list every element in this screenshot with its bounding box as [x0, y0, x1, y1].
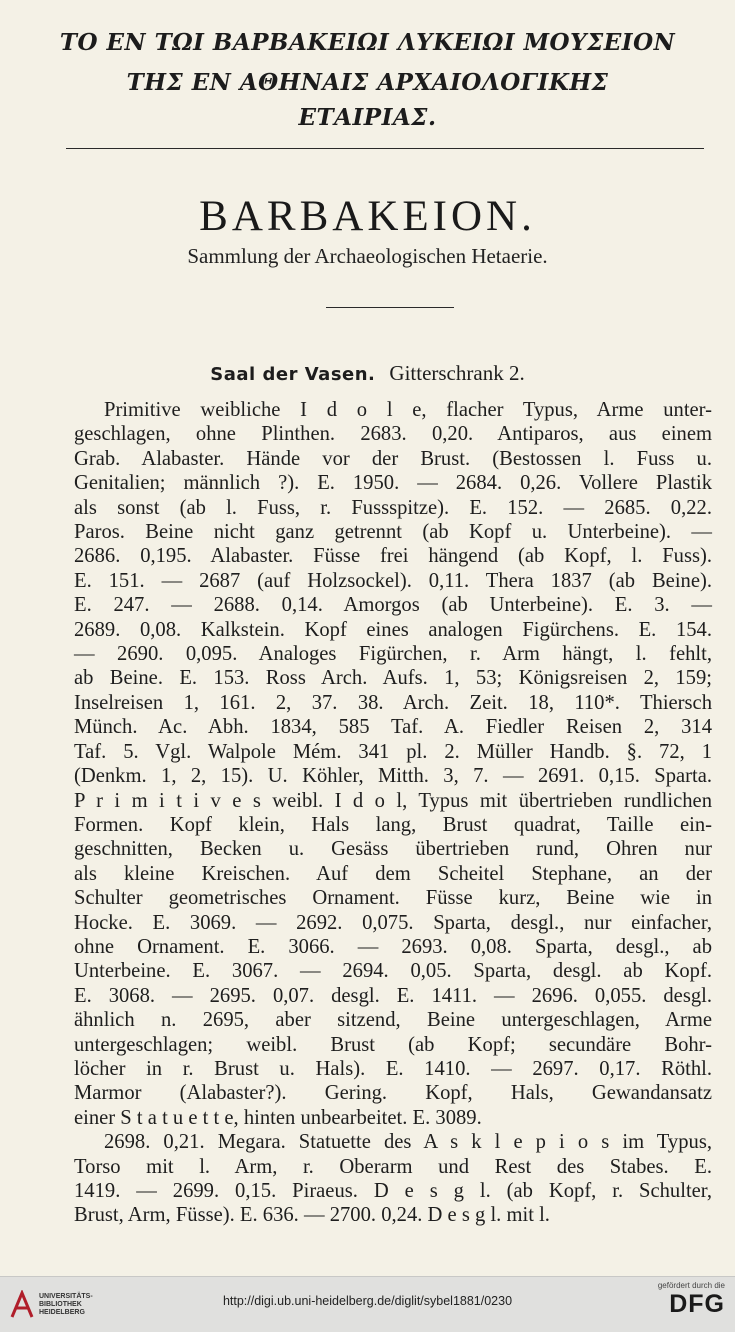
text-line: Schulter geometrisches Ornament. Füsse kurz, Beine wie in [74, 887, 712, 910]
text-line: Brust, Arm, Füsse). E. 636. — 2700. 0,24. D e s g l. mit l. [74, 1204, 550, 1227]
section-heading [0, 361, 735, 386]
greek-heading-line-1: ΤΟ ΕΝ ΤΩΙ ΒΑΡΒΑΚΕΙΩΙ ΛΥΚΕΙΩΙ ΜΟΥΣΕΙΟΝ [59, 29, 676, 56]
library-name-line-2: BIBLIOTHEK [39, 1301, 82, 1308]
text-line: Formen. Kopf klein, Hals lang, Brust quadrat, Taille ein- [74, 813, 712, 836]
text-line: ohne Ornament. E. 3066. — 2693. 0,08. Sparta, desgl., ab [74, 935, 712, 958]
catalogue-text [74, 398, 712, 1228]
text-line: E. 247. — 2688. 0,14. Amorgos (ab Unterbeine). E. 3. — [74, 594, 712, 617]
text-line: geschnitten, Becken u. Gesäss übertrieben rund, Ohren nur [74, 838, 712, 861]
text-line: einer S t a t u e t t e, hinten unbearbeitet. E. 3089. [74, 1106, 482, 1129]
text-line: 2686. 0,195. Alabaster. Füsse frei hängend (ab Kopf, l. Fuss). [74, 545, 712, 568]
text-line: Inselreisen 1, 161. 2, 37. 38. Arch. Zeit. 18, 110*. Thiersch [74, 691, 712, 714]
text-line: Münch. Ac. Abh. 1834, 585 Taf. A. Fiedler Reisen 2, 314 [74, 716, 712, 739]
text-line: Unterbeine. E. 3067. — 2694. 0,05. Sparta, desgl. ab Kopf. [74, 960, 712, 983]
source-url-link[interactable]: http://digi.ub.uni-heidelberg.de/diglit/sybel1881/0230 [222, 1294, 513, 1308]
divider-long [66, 148, 704, 149]
text-line: untergeschlagen; weibl. Brust (ab Kopf; secundäre Bohr- [74, 1033, 712, 1056]
text-line: ab Beine. E. 153. Ross Arch. Aufs. 1, 53; Königsreisen 2, 159; [74, 667, 712, 690]
section-name: Saal der Vasen. [210, 364, 376, 385]
text-line: Primitive weibliche I d o l e, flacher Typus, Arme unter- [104, 399, 712, 421]
text-line: E. 3068. — 2695. 0,07. desgl. E. 1411. — 2696. 0,055. desgl. [74, 984, 712, 1007]
section-location: Gitterschrank 2. [389, 361, 525, 385]
text-line: als kleine Kreischen. Auf dem Scheitel Stephane, an der [74, 862, 712, 885]
funding-text: gefördert durch die [657, 1281, 725, 1290]
text-line: Hocke. E. 3069. — 2692. 0,075. Sparta, desgl., nur einfacher, [74, 911, 712, 934]
text-line: E. 151. — 2687 (auf Holzsockel). 0,11. Thera 1837 (ab Beine). [74, 569, 712, 592]
footer-bar [0, 1276, 735, 1332]
divider-short [326, 307, 454, 308]
text-line: P r i m i t i v e s weibl. I d o l, Typus mit übertrieben rundlichen [74, 789, 712, 812]
dfg-logo[interactable] [645, 1281, 725, 1327]
page-title: BARBAKEION. [199, 193, 536, 240]
text-line: Paros. Beine nicht ganz getrennt (ab Kopf u. Unterbeine). — [74, 521, 712, 544]
page-subtitle: Sammlung der Archaeologischen Hetaerie. [187, 244, 548, 268]
text-line: Grab. Alabaster. Hände vor der Brust. (Bestossen l. Fuss u. [74, 447, 712, 470]
text-line: ähnlich n. 2695, aber sitzend, Beine untergeschlagen, Arme [74, 1009, 712, 1032]
greek-heading-line-3: ΕΤΑΙΡΙΑΣ. [298, 104, 437, 131]
text-line: Torso mit l. Arm, r. Oberarm und Rest des Stabes. E. [74, 1155, 712, 1178]
text-line: 2698. 0,21. Megara. Statuette des A s k l e p i o s im Typus, [104, 1131, 712, 1154]
dfg-wordmark: DFG [669, 1290, 725, 1318]
text-line: 1419. — 2699. 0,15. Piraeus. D e s g l. (ab Kopf, r. Schulter, [74, 1180, 712, 1202]
text-line: (Denkm. 1, 2, 15). U. Köhler, Mitth. 3, 7. — 2691. 0,15. Sparta. [74, 765, 712, 788]
text-line: als sonst (ab l. Fuss, r. Fussspitze). E. 152. — 2685. 0,22. [74, 496, 712, 519]
text-line: Marmor (Alabaster?). Gering. Kopf, Hals, Gewandansatz [74, 1082, 712, 1105]
text-line: 2689. 0,08. Kalkstein. Kopf eines analogen Figürchens. E. 154. [74, 618, 712, 641]
greek-heading-line-2: ΤΗΣ ΕΝ ΑΘΗΝΑΙΣ ΑΡΧΑΙΟΛΟΓΙΚΗΣ [126, 69, 609, 96]
text-line: Taf. 5. Vgl. Walpole Mém. 341 pl. 2. Müller Handb. §. 72, 1 [74, 740, 712, 763]
text-line: löcher in r. Brust u. Hals). E. 1410. — 2697. 0,17. Röthl. [74, 1057, 712, 1080]
library-name-line-1: UNIVERSITÄTS- [39, 1293, 93, 1300]
text-line: Genitalien; männlich ?). E. 1950. — 2684. 0,26. Vollere Plastik [74, 472, 712, 495]
library-name-line-3: HEIDELBERG [39, 1309, 85, 1316]
text-line: — 2690. 0,095. Analoges Figürchen, r. Arm hängt, l. fehlt, [74, 643, 712, 666]
text-line: geschlagen, ohne Plinthen. 2683. 0,20. Antiparos, aus einem [74, 423, 712, 446]
